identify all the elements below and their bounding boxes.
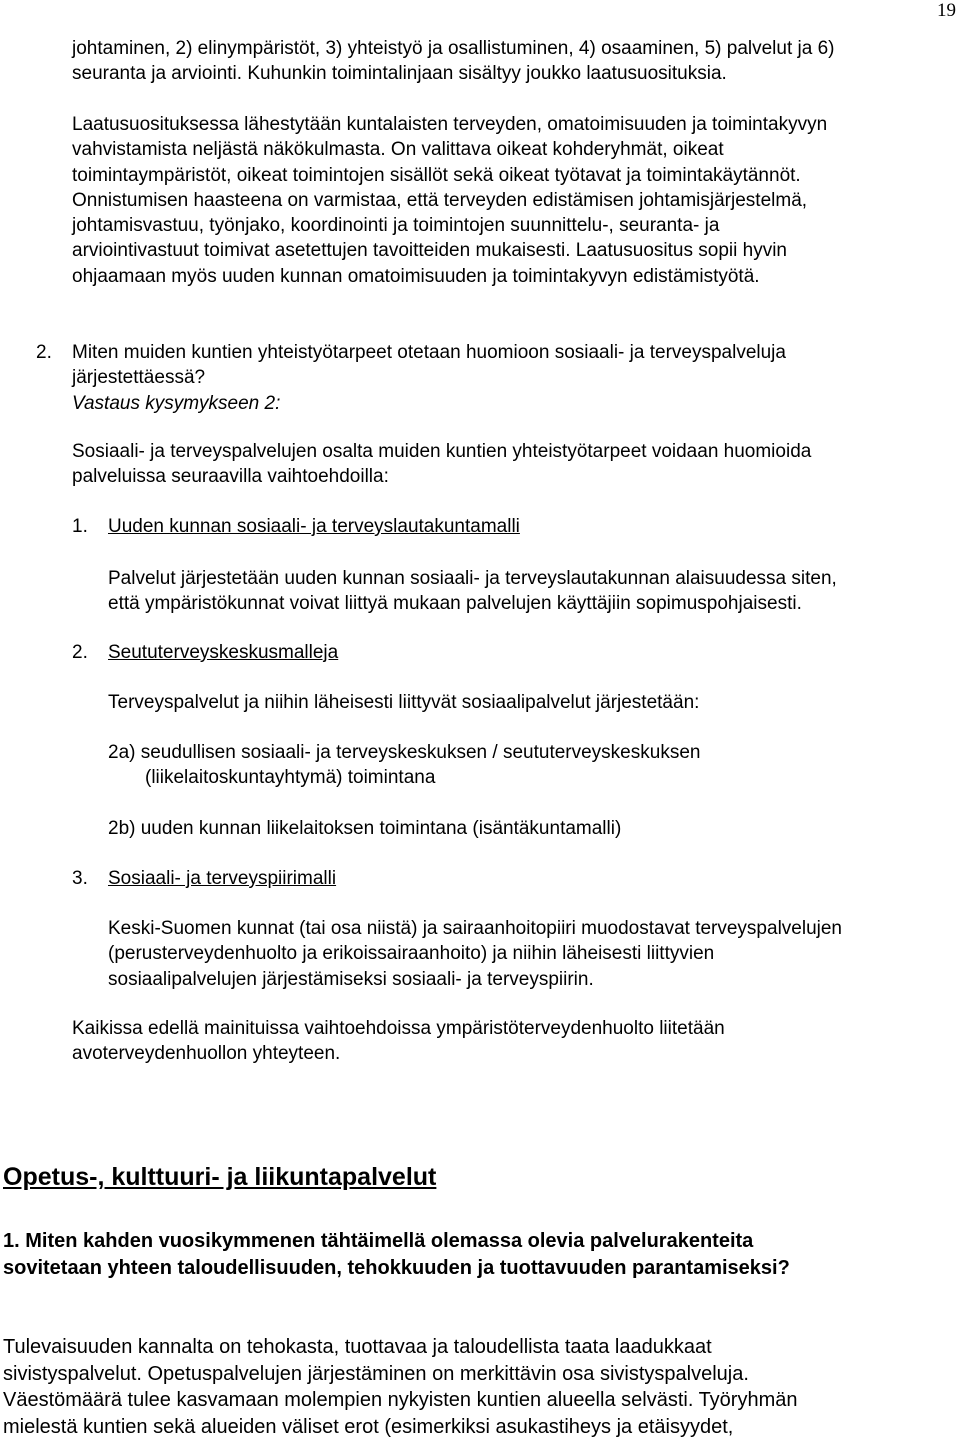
text-line: avoterveydenhuollon yhteyteen. xyxy=(72,1043,341,1065)
text-line: Väestömäärä tulee kasvamaan molempien nykyisten kuntien alueella selvästi. Työryhmän xyxy=(3,1389,798,1412)
option-1-description xyxy=(108,566,837,617)
answer-label: Vastaus kysymykseen 2: xyxy=(72,392,281,414)
text-line: sosiaalipalvelujen järjestämiseksi sosiaali- ja terveyspiirin. xyxy=(108,968,594,990)
question-2-number: 2. xyxy=(36,342,52,363)
paragraph-education-services xyxy=(3,1334,798,1440)
paragraph-options xyxy=(72,439,811,490)
page-number: 19 xyxy=(937,0,956,21)
text-line: ohjaamaan myös uuden kunnan omatoimisuuden ja toimintakyvyn edistämistyötä. xyxy=(72,265,760,287)
text-line: johtaminen, 2) elinympäristöt, 3) yhteistyö ja osallistuminen, 4) osaaminen, 5) palvelut ja 6) xyxy=(72,38,835,59)
text-line: Keski-Suomen kunnat (tai osa niistä) ja sairaanhoitopiiri muodostavat terveyspalvelujen xyxy=(108,918,842,939)
option-3-number: 3. xyxy=(72,868,88,889)
option-2-title: Seututerveyskeskusmalleja xyxy=(108,642,339,663)
text-line: järjestettäessä? xyxy=(72,367,206,389)
option-2-description: Terveyspalvelut ja niihin läheisesti liittyvät sosiaalipalvelut järjestetään: xyxy=(108,692,700,713)
text-line: (liikelaitoskuntayhtymä) toimintana xyxy=(145,767,436,789)
text-line: palveluissa seuraavilla vaihtoehdoilla: xyxy=(72,466,389,488)
option-2a xyxy=(108,740,700,791)
text-line: Sosiaali- ja terveyspalvelujen osalta muiden kuntien yhteistyötarpeet voidaan huomioida xyxy=(72,441,812,462)
text-line: arviointivastuut toimivat asetettujen tavoitteiden mukaisesti. Laatusuositus sopii hyvin xyxy=(72,240,787,262)
text-line: että ympäristökunnat voivat liittyä mukaan palvelujen käyttäjiin sopimuspohjaisesti. xyxy=(108,593,802,615)
text-line: sovitetaan yhteen taloudellisuuden, tehokkuuden ja tuottavuuden parantamiseksi? xyxy=(3,1257,790,1279)
option-1-number: 1. xyxy=(72,516,88,537)
text-line: 1. Miten kahden vuosikymmenen tähtäimellä olemassa olevia palvelurakenteita xyxy=(3,1230,754,1252)
text-line: 2a) seudullisen sosiaali- ja terveyskeskuksen / seututerveyskeskuksen xyxy=(108,742,701,763)
text-line: johtamisvastuu, työnjako, koordinointi ja toimintojen suunnittelu-, seuranta- ja xyxy=(72,215,720,237)
question-2-text xyxy=(72,340,786,416)
section-heading: Opetus-, kulttuuri- ja liikuntapalvelut xyxy=(3,1163,437,1191)
section-question-1 xyxy=(3,1228,790,1282)
paragraph-intro xyxy=(72,36,834,87)
text-line: Kaikissa edellä mainituissa vaihtoehdoissa ympäristöterveydenhuolto liitetään xyxy=(72,1018,725,1039)
paragraph-environmental-health xyxy=(72,1016,725,1067)
option-2-number: 2. xyxy=(72,642,88,663)
option-3-description xyxy=(108,916,842,992)
text-line: vahvistamista neljästä näkökulmasta. On valittava oikeat kohderyhmät, oikeat xyxy=(72,139,724,161)
text-line: Tulevaisuuden kannalta on tehokasta, tuottavaa ja taloudellista taata laadukkaat xyxy=(3,1336,712,1358)
option-3-title: Sosiaali- ja terveyspiirimalli xyxy=(108,868,337,889)
text-line: mielestä kuntien sekä alueiden väliset erot (esimerkiksi asukastiheys ja etäisyydet, xyxy=(3,1415,734,1438)
text-line: Onnistumisen haasteena on varmistaa, että terveyden edistämisen johtamisjärjestelmä, xyxy=(72,189,808,211)
text-line: toimintaympäristöt, oikeat toimintojen sisällöt sekä oikeat työtavat ja toimintakäytännöt. xyxy=(72,164,801,186)
text-line: Laatusuosituksessa lähestytään kuntalaisten terveyden, omatoimisuuden ja toimintakyvyn xyxy=(72,114,828,135)
text-line: (perusterveydenhuolto ja erikoissairaanhoito) ja niihin läheisesti liittyvien xyxy=(108,943,715,965)
text-line: Palvelut järjestetään uuden kunnan sosiaali- ja terveyslautakunnan alaisuudessa siten, xyxy=(108,568,837,589)
text-line: seuranta ja arviointi. Kuhunkin toimintalinjaan sisältyy joukko laatusuosituksia. xyxy=(72,63,727,85)
paragraph-quality-recommendation xyxy=(72,112,827,289)
option-1-title: Uuden kunnan sosiaali- ja terveyslautakuntamalli xyxy=(108,516,520,537)
text-line: sivistyspalvelut. Opetuspalvelujen järjestäminen on merkittävin osa sivistyspalveluja. xyxy=(3,1362,749,1385)
option-2b: 2b) uuden kunnan liikelaitoksen toimintana (isäntäkuntamalli) xyxy=(108,818,622,839)
text-line: Miten muiden kuntien yhteistyötarpeet otetaan huomioon sosiaali- ja terveyspalveluja xyxy=(72,342,786,363)
